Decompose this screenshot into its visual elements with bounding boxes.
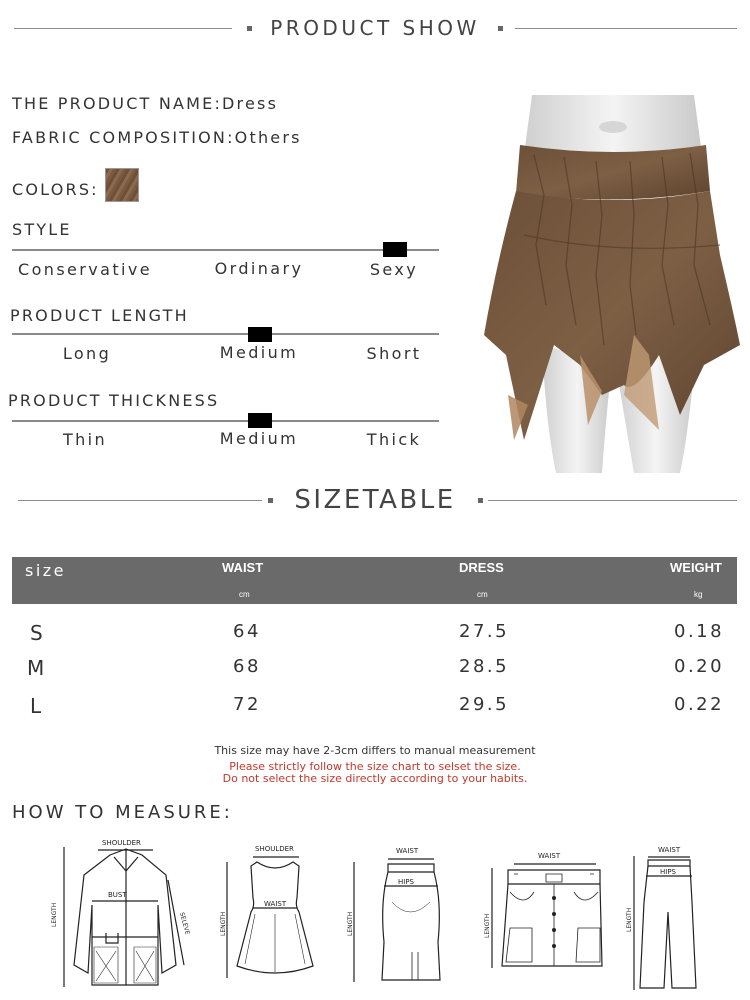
style-label: STYLE bbox=[12, 220, 72, 239]
cell-size: L bbox=[30, 694, 44, 718]
cell-waist: 72 bbox=[233, 694, 261, 715]
hips-text: HIPS bbox=[660, 868, 676, 876]
cell-dress: 28.5 bbox=[459, 656, 510, 677]
section-title: SIZETABLE bbox=[294, 485, 456, 515]
dress-measure-figure bbox=[215, 840, 315, 990]
product-photo bbox=[484, 95, 742, 475]
skirt-mannequin-image bbox=[484, 95, 742, 475]
cell-size: M bbox=[27, 656, 47, 680]
thickness-option: Medium bbox=[219, 429, 299, 448]
divider-dot bbox=[478, 498, 483, 503]
fabric-composition: FABRIC COMPOSITION:Others bbox=[12, 128, 302, 147]
section-title: PRODUCT SHOW bbox=[270, 16, 480, 40]
divider-line-right bbox=[515, 28, 737, 29]
table-row bbox=[12, 621, 737, 651]
length-text: LENGTH bbox=[51, 902, 58, 927]
thickness-scale-line bbox=[12, 420, 439, 422]
header-dress: DRESS bbox=[459, 560, 504, 575]
bust-text: BUST bbox=[108, 891, 127, 899]
style-scale-line bbox=[12, 249, 439, 251]
size-table bbox=[12, 557, 737, 718]
sleeve-text: SELEVE bbox=[178, 911, 191, 936]
style-option: Sexy bbox=[369, 260, 419, 279]
length-label: PRODUCT LENGTH bbox=[10, 306, 189, 325]
hips-text: HIPS bbox=[398, 878, 414, 886]
unit-waist: cm bbox=[239, 590, 250, 599]
waist-text: WAIST bbox=[538, 852, 561, 860]
style-option: Conservative bbox=[18, 260, 152, 279]
pants-measure-figure bbox=[620, 842, 700, 994]
cell-dress: 27.5 bbox=[459, 621, 510, 642]
cell-weight: 0.20 bbox=[674, 656, 725, 677]
thickness-selected-marker bbox=[248, 413, 272, 428]
warning-note: Please strictly follow the size chart to selset the size. bbox=[229, 760, 521, 773]
divider-line-right bbox=[488, 500, 737, 501]
thickness-label: PRODUCT THICKNESS bbox=[8, 391, 220, 410]
waist-text: WAIST bbox=[264, 900, 287, 908]
cell-weight: 0.22 bbox=[674, 694, 725, 715]
length-selected-marker bbox=[248, 327, 272, 342]
length-option: Long bbox=[62, 344, 112, 363]
thickness-option: Thick bbox=[366, 430, 422, 449]
header-size: size bbox=[25, 561, 67, 580]
shorts-measure-figure bbox=[478, 848, 608, 978]
measurement-note: This size may have 2-3cm differs to manual measurement bbox=[214, 744, 536, 757]
unit-dress: cm bbox=[477, 590, 488, 599]
cell-weight: 0.18 bbox=[674, 621, 725, 642]
length-text: LENGTH bbox=[347, 911, 354, 936]
waist-text: WAIST bbox=[396, 847, 419, 855]
colors-label: COLORS: bbox=[12, 180, 99, 199]
cell-waist: 64 bbox=[233, 621, 261, 642]
shoulder-text: SHOULDER bbox=[255, 845, 294, 853]
cell-waist: 68 bbox=[233, 656, 261, 677]
shoulder-text: SHOULDER bbox=[102, 839, 141, 847]
divider-dot bbox=[498, 26, 503, 31]
product-show-header bbox=[0, 8, 750, 48]
cell-dress: 29.5 bbox=[459, 694, 510, 715]
length-text: LENGTH bbox=[484, 913, 491, 938]
product-name: THE PRODUCT NAME:Dress bbox=[12, 94, 279, 113]
length-text: LENGTH bbox=[626, 907, 633, 932]
waist-text: WAIST bbox=[658, 846, 681, 854]
warning-note: Do not select the size directly according to your habits. bbox=[222, 772, 528, 785]
style-selected-marker bbox=[383, 242, 407, 257]
header-waist: WAIST bbox=[222, 560, 264, 575]
cell-size: S bbox=[30, 621, 46, 645]
color-swatch[interactable] bbox=[105, 168, 139, 202]
length-scale-line bbox=[12, 333, 439, 335]
style-option: Ordinary bbox=[214, 259, 304, 278]
size-table-header bbox=[12, 557, 737, 604]
header-weight: WEIGHT bbox=[670, 560, 722, 575]
jacket-measure-figure bbox=[48, 835, 198, 995]
table-row bbox=[12, 656, 737, 686]
length-option: Medium bbox=[219, 343, 299, 362]
how-to-measure-title: HOW TO MEASURE: bbox=[12, 802, 233, 823]
unit-weight: kg bbox=[694, 590, 703, 599]
table-row bbox=[12, 694, 737, 724]
length-option: Short bbox=[366, 344, 422, 363]
sizetable-header bbox=[0, 480, 750, 520]
thickness-option: Thin bbox=[62, 430, 108, 449]
length-text: LENGTH bbox=[220, 911, 227, 936]
skirt-measure-figure bbox=[340, 842, 450, 992]
